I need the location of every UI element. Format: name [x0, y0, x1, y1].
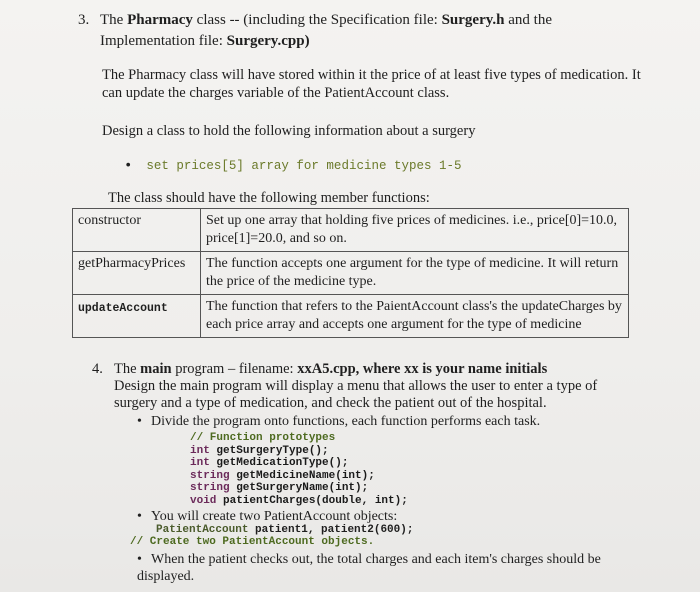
code-line: [190, 495, 408, 508]
q4-number: 4.: [92, 361, 103, 377]
code-comment: // Function prototypes: [190, 432, 336, 444]
checkout-bullet: [137, 551, 617, 585]
code-text: getSurgeryType();: [209, 444, 329, 457]
q3-text: class -- (including the Specification file:: [192, 12, 442, 28]
bullet-dot: •: [137, 414, 142, 429]
q3-heading: [78, 10, 620, 52]
table-cell-desc: The function that refers to the PaientAccount class's the updateCharges by each price array and accepts one argument for the type of medicine: [201, 295, 629, 338]
create-comment: // Create two PatientAccount objects.: [130, 536, 375, 548]
prototypes-code: [190, 432, 408, 507]
table-cell-name: constructor: [73, 209, 201, 252]
code-line: [190, 457, 408, 470]
bullet-dot: •: [137, 509, 142, 524]
accounts-bullet: [137, 509, 397, 525]
q4-main: main: [140, 361, 172, 377]
q4-text: program – filename:: [171, 361, 298, 377]
table-cell-name: updateAccount: [73, 295, 201, 338]
q3-text: and the: [504, 12, 552, 28]
bullet-dot: •: [124, 158, 133, 174]
code-text: getMedicineName(int);: [229, 469, 375, 482]
code-keyword: void: [190, 494, 217, 507]
q3-number: 3.: [78, 12, 90, 28]
table-row: [73, 252, 629, 295]
q4-text: The: [114, 361, 141, 377]
q4-filename: xxA5.cpp, where xx is your name initials: [297, 361, 548, 377]
table-cell-desc: Set up one array that holding five prices of medicines. i.e., price[0]=10.0, price[1]=20.0, and so on.: [201, 209, 629, 252]
q3-text: Implementation file:: [100, 33, 227, 49]
q4-section: [92, 361, 634, 412]
divide-text: Divide the program onto functions, each function performs each task.: [151, 414, 541, 429]
code-text: patientCharges(double, int);: [216, 494, 408, 507]
code-line: [190, 470, 408, 483]
bullet-dot: •: [137, 552, 142, 567]
code-keyword: int: [190, 444, 210, 457]
table-cell-name: getPharmacyPrices: [73, 252, 201, 295]
code-line: [190, 482, 408, 495]
q3-impl-file: Surgery.cpp): [226, 33, 310, 49]
set-prices-text: set prices[5] array for medicine types 1-5: [146, 159, 462, 173]
pharmacy-description: The Pharmacy class will have stored within it the price of at least five types of medication. It can update the charges variable of the PatientAccount class.: [102, 67, 641, 101]
design-instruction: Design a class to hold the following information about a surgery: [102, 123, 476, 139]
code-keyword: int: [190, 457, 210, 469]
code-line: [190, 445, 408, 458]
code-keyword: string: [190, 482, 230, 494]
set-prices-bullet: [124, 158, 461, 174]
code-keyword: PatientAccount: [156, 524, 249, 536]
accounts-code: [156, 524, 413, 536]
checkout-text: When the patient checks out, the total charges and each item's charges should be displayed.: [137, 552, 601, 584]
member-functions-table: [72, 208, 629, 338]
q4-description: Design the main program will display a menu that allows the user to enter a type of surgery and a type of medication, and check the patient out of the hospital.: [114, 378, 598, 411]
code-keyword: string: [190, 469, 230, 482]
q3-class-name: Pharmacy: [127, 12, 193, 28]
table-caption: The class should have the following member functions:: [108, 190, 430, 206]
table-row: [73, 295, 629, 338]
code-text: patient1, patient2(600);: [248, 524, 414, 536]
code-text: getSurgeryName(int);: [229, 482, 369, 494]
table-row: [73, 209, 629, 252]
code-text: getMedicationType();: [209, 457, 349, 469]
q3-text: The: [100, 12, 128, 28]
accounts-text: You will create two PatientAccount objects:: [151, 509, 398, 524]
table-cell-desc: The function accepts one argument for the type of medicine. It will return the price of the medicine type.: [201, 252, 629, 295]
divide-bullet: [137, 414, 540, 430]
q3-spec-file: Surgery.h: [441, 12, 505, 28]
